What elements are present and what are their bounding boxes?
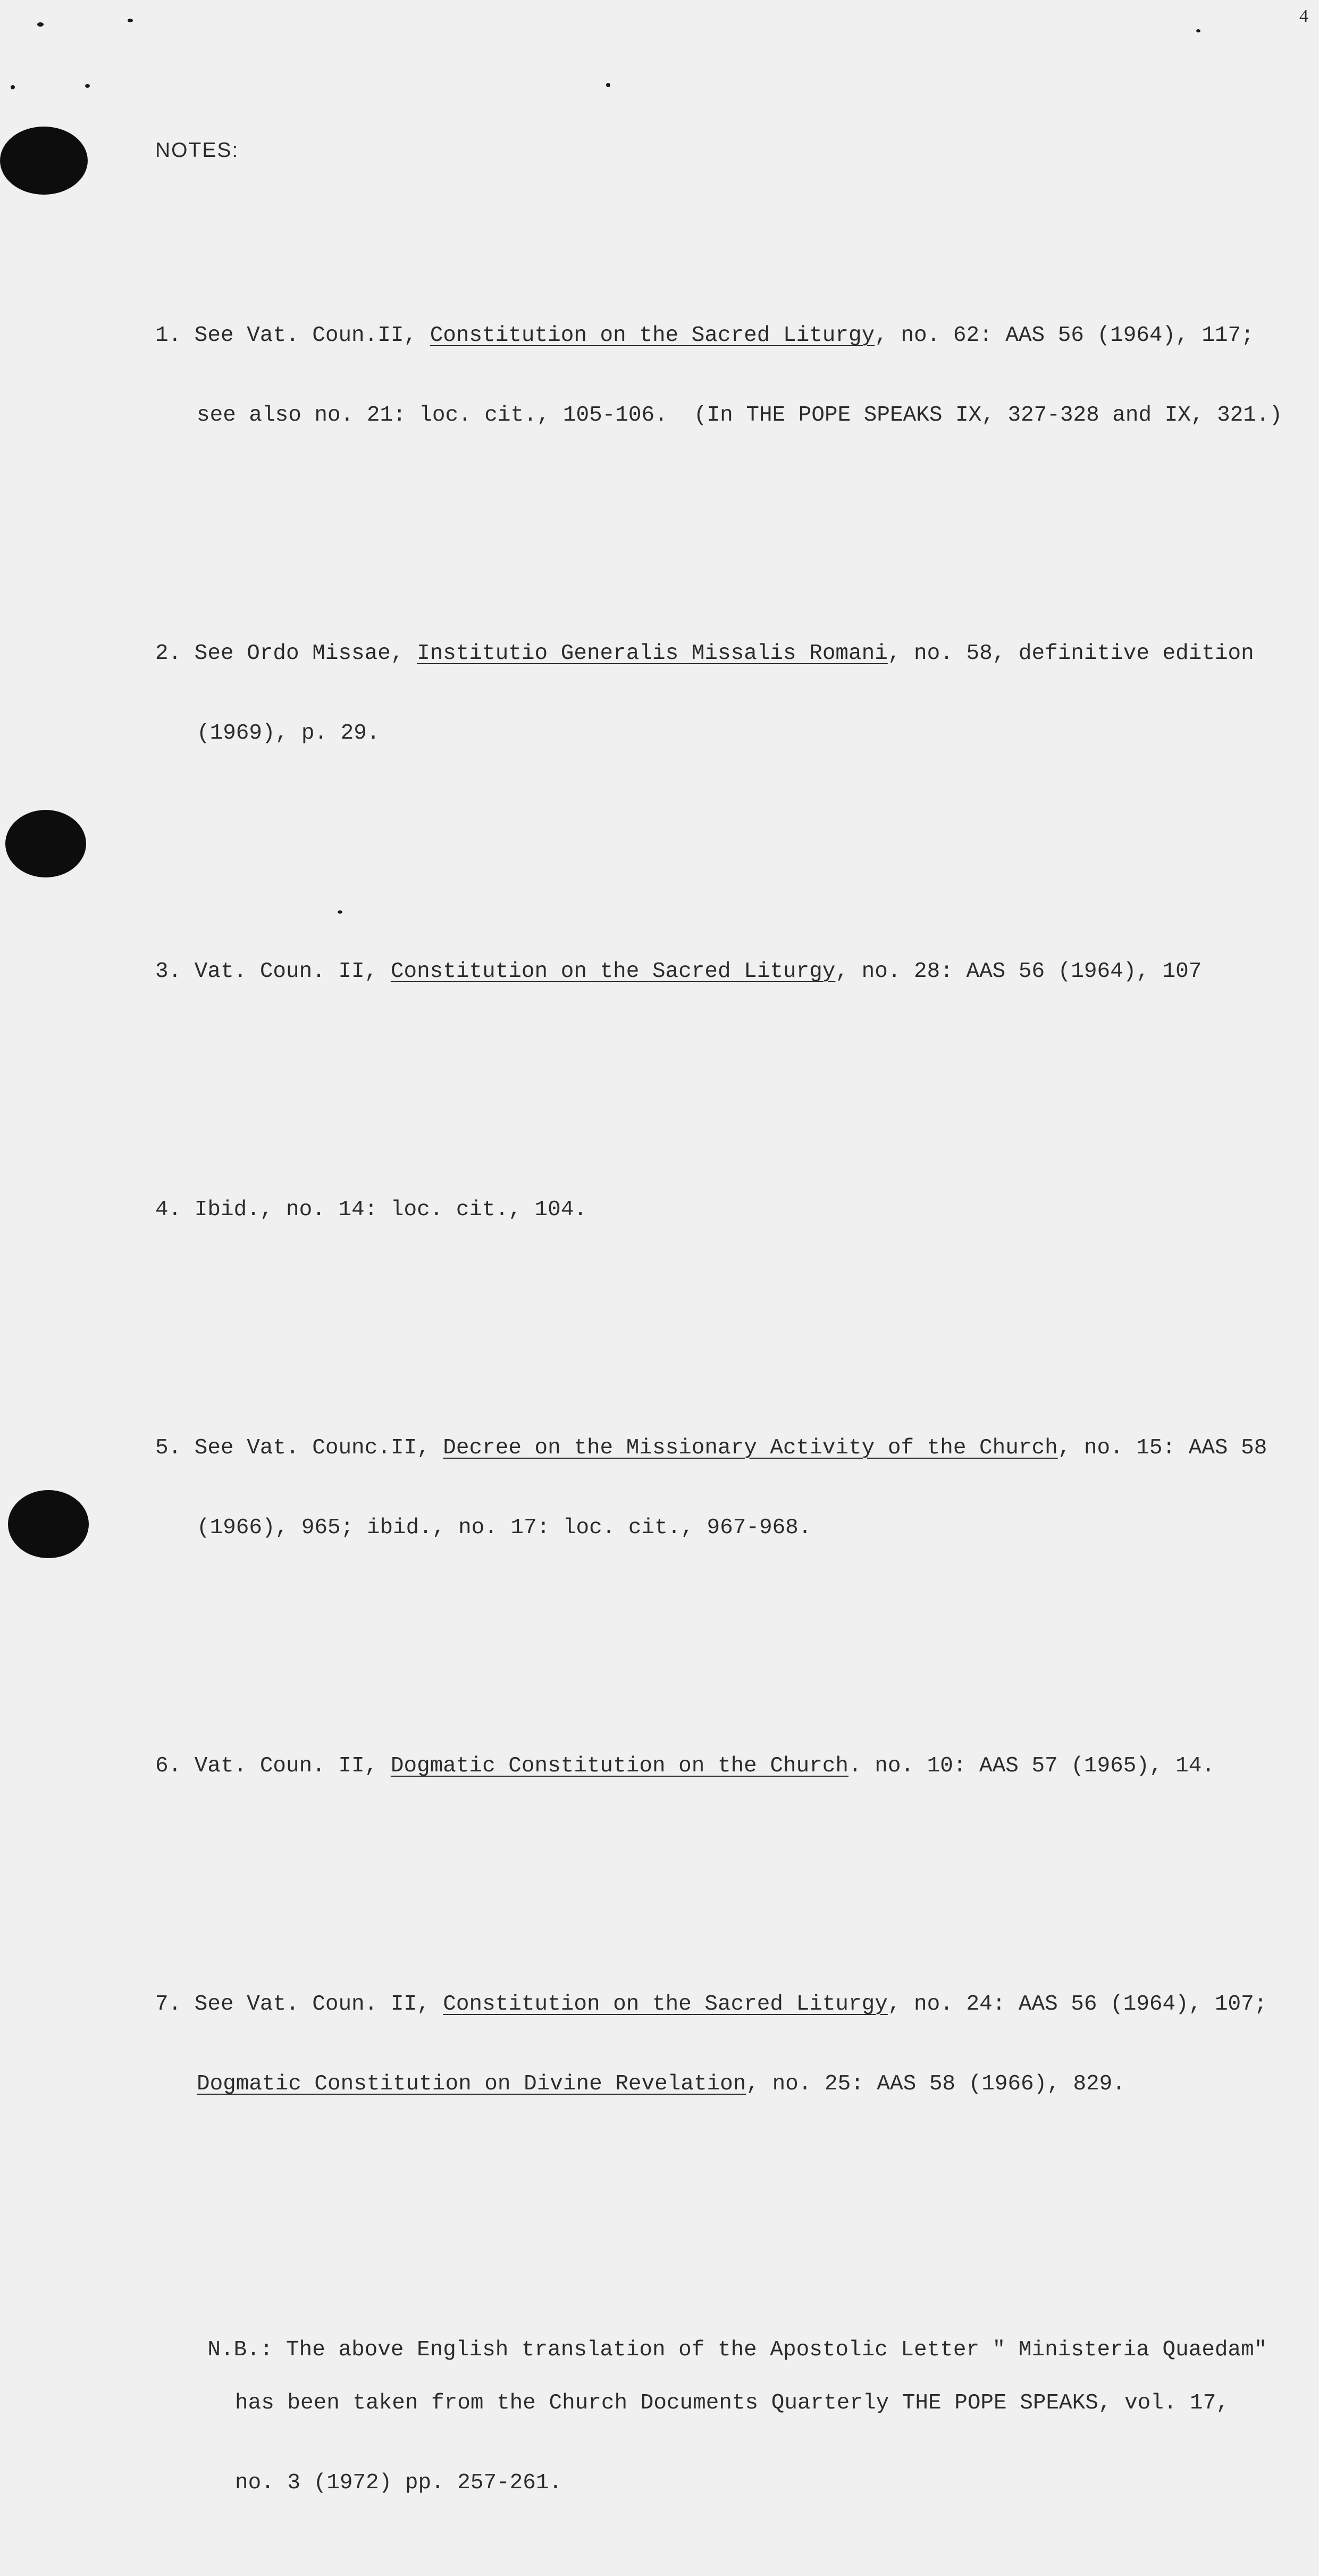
note-text: 5. See Vat. Counc.II, — [155, 1436, 443, 1460]
punch-hole-middle — [5, 810, 86, 877]
note-7 — [155, 1938, 1298, 2151]
document-title: Decree on the Missionary Activity of the Church — [443, 1436, 1058, 1460]
ink-speck — [128, 19, 133, 22]
note-1 — [155, 269, 1298, 482]
document-title: Constitution on the Sacred Liturgy — [443, 1992, 888, 2017]
note-text: 1. See Vat. Coun.II, — [155, 323, 430, 348]
note-text: 7. See Vat. Coun. II, — [155, 1992, 443, 2017]
note-text: (1969), p. 29. — [197, 721, 380, 746]
nb-line: N.B.: The above English translation of the Apostolic Letter " Ministeria Quaedam" — [207, 2338, 1267, 2362]
note-3 — [155, 905, 1298, 1038]
nb-line: no. 3 (1972) pp. 257-261. — [235, 2471, 562, 2495]
nb-line: has been taken from the Church Documents Quarterly THE POPE SPEAKS, vol. 17, — [235, 2391, 1229, 2415]
document-title: Constitution on the Sacred Liturgy — [390, 959, 836, 984]
note-text: , no. 15: AAS 58 — [1057, 1436, 1267, 1460]
ink-speck — [1196, 29, 1200, 32]
document-title: Dogmatic Constitution on the Church — [390, 1754, 849, 1778]
note-text: 3. Vat. Coun. II, — [155, 959, 391, 984]
document-title: Dogmatic Constitution on Divine Revelation — [197, 2072, 746, 2096]
ink-speck — [11, 85, 15, 89]
document-title: Institutio Generalis Missalis Romani — [417, 641, 888, 666]
note-text: , no. 24: AAS 56 (1964), 107; — [887, 1992, 1267, 2017]
note-text: (1966), 965; ibid., no. 17: loc. cit., 967-968. — [197, 1516, 812, 1540]
note-text: 2. See Ordo Missae, — [155, 641, 417, 666]
notes-heading: NOTES: — [155, 139, 239, 162]
note-2 — [155, 587, 1298, 800]
note-text: , no. 62: AAS 56 (1964), 117; — [875, 323, 1254, 348]
note-6 — [155, 1700, 1298, 1833]
page-number: 4 — [1299, 6, 1308, 26]
note-text: 6. Vat. Coun. II, — [155, 1754, 391, 1778]
punch-hole-bottom — [8, 1490, 89, 1558]
document-body — [155, 84, 1298, 2576]
note-text: , no. 58, definitive edition — [887, 641, 1254, 666]
note-text: 4. Ibid., no. 14: loc. cit., 104. — [155, 1198, 587, 1222]
note-text: , no. 28: AAS 56 (1964), 107 — [835, 959, 1202, 984]
ink-speck — [85, 84, 90, 88]
note-text: , no. 25: AAS 58 (1966), 829. — [746, 2072, 1125, 2096]
ink-speck — [37, 22, 44, 27]
document-title: Constitution on the Sacred Liturgy — [430, 323, 875, 348]
note-5 — [155, 1382, 1298, 1594]
note-text: . no. 10: AAS 57 (1965), 14. — [848, 1754, 1215, 1778]
punch-hole-top — [0, 127, 88, 195]
note-text: see also no. 21: loc. cit., 105-106. (In THE POPE SPEAKS IX, 327-328 and IX, 321.) — [197, 403, 1283, 428]
note-4 — [155, 1143, 1298, 1276]
nb-paragraph — [155, 2310, 1298, 2549]
